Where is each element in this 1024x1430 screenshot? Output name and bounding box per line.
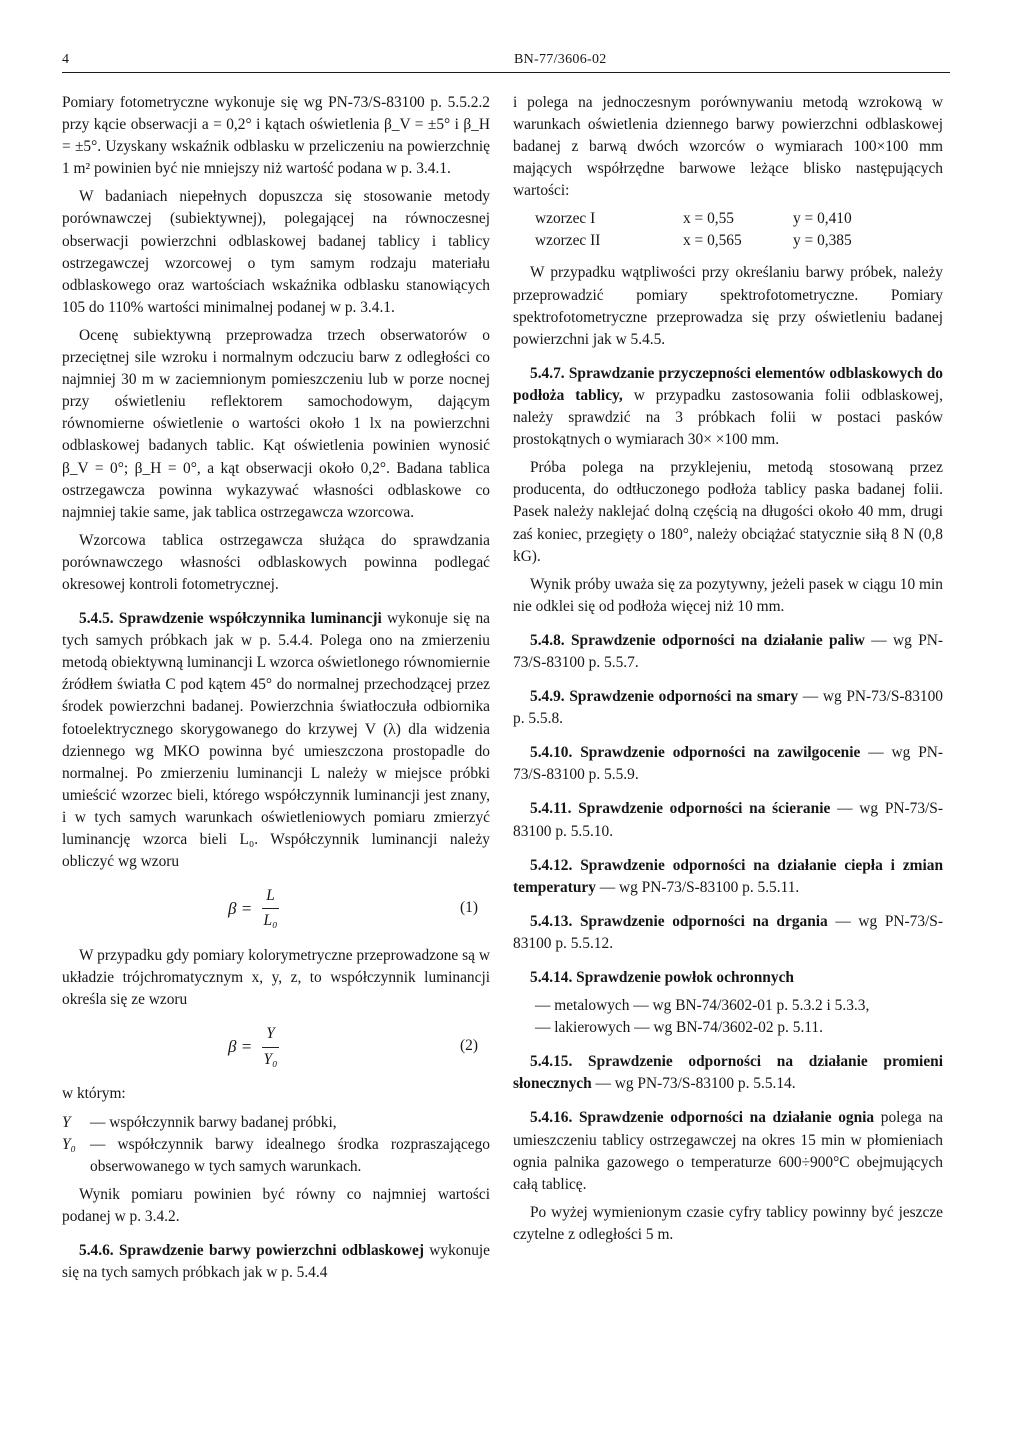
- formula-number: (1): [460, 899, 478, 917]
- paragraph: W przypadku wątpliwości przy określaniu barwy próbek, należy przeprowadzić pomiary spektrofotometryczne. Pomiary spektrofotometryczne przeprowadza się przy oświetleniu badanej powierzchni jak w 5.4.5.: [513, 264, 943, 348]
- pattern-y: y = 0,385: [793, 232, 852, 250]
- definition-item: [62, 1112, 490, 1134]
- coating-list: [535, 995, 943, 1039]
- page-number: 4: [62, 52, 69, 67]
- section-5-4-9: [513, 686, 943, 730]
- definition-desc: — współczynnik barwy badanej próbki,: [90, 1113, 337, 1131]
- paragraph: Ocenę subiektywną przeprowadza trzech obserwatorów o przeciętnej sile wzroku i normalnym odczuciu barw z odległości co najmniej 30 m w zaciemnionym pomieszczeniu lub w porze nocnej przy oświetleniu reflektorem samochodowym, dającym równomierne oświetlenie o wartości około 1 lx na powierzchni odblaskowej badanych tablic. Kąt oświetlenia powinien wynosić β_V = 0°; β_H = 0°, a kąt obserwacji około 0,2°. Badana tablica ostrzegawcza powinna wykazywać własności odblaskowe co najmniej takie same, jak tablica ostrzegawcza wzorcowa.: [62, 326, 490, 521]
- pattern-name: wzorzec I: [535, 210, 596, 228]
- paragraph: Wynik próby uważa się za pozytywny, jeżeli pasek w ciągu 10 min nie odklei się od podłoża więcej niż 10 mm.: [513, 575, 943, 615]
- page-header: [62, 50, 950, 73]
- document-code: BN-77/3606-02: [514, 52, 607, 67]
- section-title: 5.4.8. Sprawdzenie odporności na działanie paliw: [530, 631, 865, 649]
- paragraph: W przypadku gdy pomiary kolorymetryczne przeprowadzone są w układzie trójchromatycznym x, y, z, to współczynnik luminancji określa się ze wzoru: [62, 947, 490, 1009]
- section-title: 5.4.7. Sprawdzanie przyczepności elementów odblaskowych do podłoża tablicy,: [513, 364, 943, 404]
- section-5-4-11: [513, 798, 943, 842]
- section-5-4-12: [513, 855, 943, 899]
- formula-number: (2): [460, 1037, 478, 1055]
- paragraph: Wzorcowa tablica ostrzegawcza służąca do sprawdzania porównawczego własności odblaskowych powinna podlegać okresowej kontroli fotometrycznej.: [62, 531, 490, 593]
- paragraph: Pomiary fotometryczne wykonuje się wg PN-73/S-83100 p. 5.5.2.2 przy kącie obserwacji a = 0,2° i kątach oświetlenia β_V = ±5° i β_H = ±5°. Uzyskany wskaźnik odblasku w przeliczeniu na powierzchnię 1 m² powinien być nie mniejszy niż wartość podana w p. 3.4.1.: [62, 94, 490, 178]
- definition-item: [62, 1134, 490, 1178]
- paragraph: Wynik pomiaru powinien być równy co najmniej wartości podanej w p. 3.4.2.: [62, 1185, 490, 1225]
- list-item: — metalowych — wg BN-74/3602-01 p. 5.3.2 i 5.3.3,: [535, 997, 870, 1015]
- section-body: — wg PN-73/S-83100 p. 5.5.8.: [513, 688, 943, 728]
- formula-lhs: β =: [228, 898, 253, 918]
- section-title: 5.4.10. Sprawdzenie odporności na zawilgocenie: [530, 744, 861, 762]
- section-body: — wg PN-73/S-83100 p. 5.5.9.: [513, 744, 943, 784]
- paragraph: Próba polega na przyklejeniu, metodą stosowaną przez producenta, do odtłuczonego podłoża tablicy paska badanej folii. Pasek należy naklejać dolną częścią na długości około 40 mm, drugi zaś koniec, przegięty o 180°, należy obciążać statycznie siłą 8 N (0,8 kG).: [513, 459, 943, 565]
- section-body: wykonuje się na tych samych próbkach jak w p. 5.4.4: [62, 1242, 490, 1282]
- section-5-4-15: [513, 1051, 943, 1095]
- section-title: 5.4.9. Sprawdzenie odporności na smary: [530, 688, 799, 706]
- section-title: 5.4.15. Sprawdzenie odporności na działanie promieni słonecznych: [513, 1053, 943, 1093]
- pattern-row: [535, 208, 943, 230]
- section-body: — wg PN-73/S-83100 p. 5.5.12.: [513, 912, 943, 952]
- pattern-y: y = 0,410: [793, 210, 852, 228]
- definition-term: Y: [62, 1113, 71, 1131]
- section-title: 5.4.13. Sprawdzenie odporności na drgania: [530, 912, 828, 930]
- section-body: — wg PN-73/S-83100 p. 5.5.11.: [595, 878, 800, 896]
- section-title: 5.4.6. Sprawdzenie barwy powierzchni odblaskowej: [79, 1242, 424, 1260]
- pattern-table: [535, 208, 943, 252]
- section-body: polega na umieszczeniu tablicy ostrzegawczej na okres 15 min w płomieniach ognia palnika gazowego o temperaturze 600÷900°C obejmujących całą tablicę.: [513, 1109, 943, 1193]
- section-body: — wg PN-73/S-83100 p. 5.5.7.: [513, 631, 944, 671]
- pattern-x: x = 0,55: [683, 210, 735, 228]
- formula-lhs: β =: [228, 1037, 253, 1057]
- section-5-4-16: [513, 1107, 943, 1195]
- formula-1: [62, 879, 490, 939]
- where-label: w którym:: [62, 1085, 126, 1103]
- section-title: 5.4.5. Sprawdzenie współczynnika luminancji: [79, 610, 382, 628]
- section-body: — wg PN-73/S-83100 p. 5.5.14.: [591, 1075, 796, 1093]
- section-title: 5.4.14. Sprawdzenie powłok ochronnych: [530, 969, 794, 986]
- formula-denominator: L₀: [263, 912, 278, 930]
- section-5-4-13: [513, 911, 943, 955]
- definition-desc: — współczynnik barwy idealnego środka rozpraszającego obserwowanego w tych samych warunkach.: [90, 1135, 490, 1175]
- paragraph: W badaniach niepełnych dopuszcza się stosowanie metody porównawczej (subiektywnej), polegającej na równoczesnej obserwacji powierzchni odblaskowej badanej tablicy i tablicy ostrzegawczej wzorcowej o tym samym rodzaju materiału odblaskowego oraz wartościach wskaźnika odblasku stanowiących 105 do 110% wartości minimalnej podanej w p. 3.4.1.: [62, 188, 490, 316]
- pattern-row: [535, 230, 943, 252]
- pattern-x: x = 0,565: [683, 232, 742, 250]
- section-body: — wg PN-73/S-83100 p. 5.5.10.: [513, 800, 943, 840]
- left-column: [62, 92, 490, 1290]
- formula-numerator: L: [262, 885, 279, 909]
- list-item: — lakierowych — wg BN-74/3602-02 p. 5.11.: [535, 1019, 823, 1037]
- formula-denominator: Y₀: [263, 1050, 278, 1068]
- formula-2: [62, 1017, 490, 1077]
- section-5-4-10: [513, 742, 943, 786]
- section-body: w przypadku zastosowania folii odblaskowej, należy sprawdzić na 3 próbkach folii w postaci pasków prostokątnych o wymiarach 30× ×100 mm.: [513, 386, 943, 449]
- formula-numerator: Y: [262, 1023, 279, 1047]
- section-5-4-5: [62, 608, 490, 873]
- section-body: wykonuje się na tych samych próbkach jak w p. 5.4.4. Polega ono na zmierzeniu metodą obiektywną luminancji L wzorca oświetlonego równomiernie źródłem światła C pod kątem 45° do normalnej przechodzącej przez środek powierzchni badanej. Powierzchnia światłoczuła odbiornika fotoelektrycznego skorygowanego do krzywej V (λ) dla widzenia dziennego wg MKO powinna być umieszczona prostopadle do normalnej. Po zmierzeniu luminancji L należy w miejsce próbki umieścić wzorzec bieli, którego współczynnik luminancji jest znany, i w tych samych warunkach oświetleniowych pomiaru zmierzyć luminancję wzorca bieli L₀. Współczynnik luminancji należy obliczyć wg wzoru: [62, 610, 490, 871]
- paragraph: i polega na jednoczesnym porównywaniu metodą wzrokową w warunkach oświetlenia dziennego barwy powierzchni odblaskowej badanej z barwą dwóch wzorców o wymiarach 100×100 mm mających współrzędne barwowe leżące blisko następujących wartości:: [513, 94, 943, 200]
- right-column: [513, 92, 943, 1252]
- section-5-4-7: [513, 363, 943, 451]
- section-5-4-6: [62, 1240, 490, 1284]
- definition-term: Y₀: [62, 1135, 76, 1153]
- section-title: 5.4.12. Sprawdzenie odporności na działanie ciepła i zmian temperatury: [513, 856, 943, 896]
- pattern-name: wzorzec II: [535, 232, 601, 250]
- section-5-4-8: [513, 630, 943, 674]
- section-title: 5.4.11. Sprawdzenie odporności na ścieranie: [530, 800, 831, 818]
- section-5-4-14: [513, 967, 943, 989]
- paragraph: Po wyżej wymienionym czasie cyfry tablicy powinny być jeszcze czytelne z odległości 5 m.: [513, 1203, 943, 1243]
- section-title: 5.4.16. Sprawdzenie odporności na działanie ognia: [530, 1109, 875, 1127]
- definition-list: [62, 1112, 490, 1178]
